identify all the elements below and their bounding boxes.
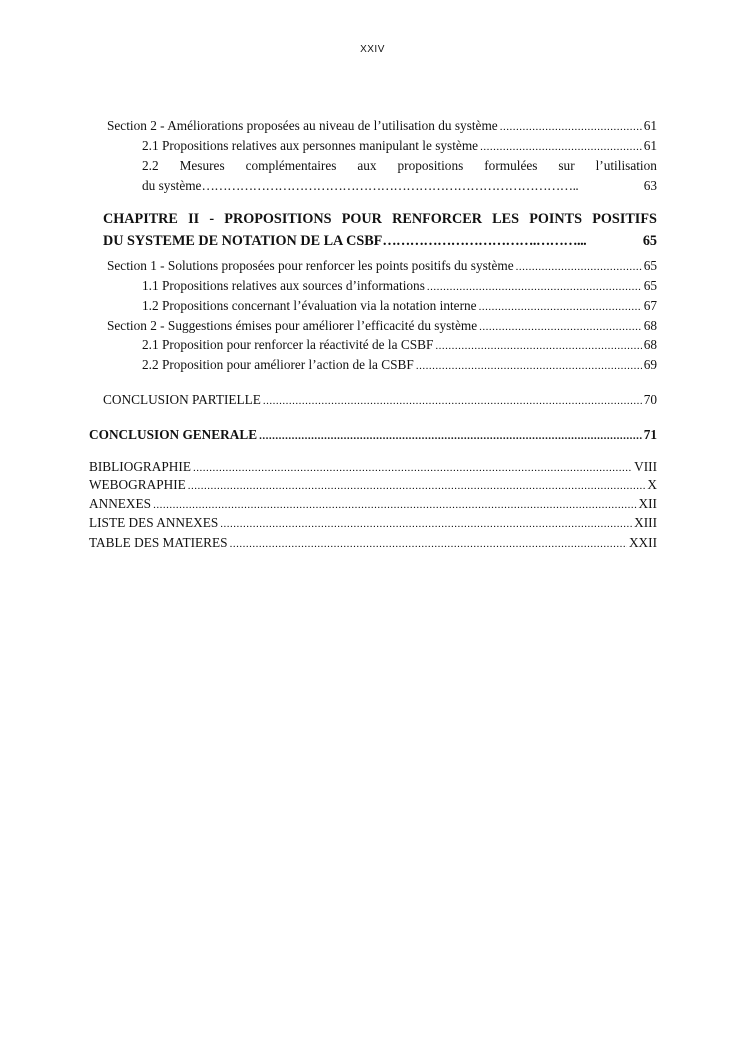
- dot-leader: ……………………………………………………………………………..: [201, 178, 579, 193]
- toc-entry-1-1[interactable]: [142, 278, 657, 295]
- toc-entry-label: CONCLUSION GENERALE: [89, 427, 258, 442]
- toc-word: formulées: [484, 158, 538, 173]
- toc-webographie[interactable]: [89, 477, 657, 494]
- toc-entry-label: Section 2 - Suggestions émises pour améliorer l’efficacité du système: [107, 318, 478, 333]
- dot-leader: [230, 536, 627, 552]
- toc-entry-label: Section 1 - Solutions proposées pour renforcer les points positifs du système: [107, 258, 514, 273]
- dot-leader: [500, 119, 642, 135]
- dot-leader: [435, 338, 641, 354]
- toc-word: PROPOSITIONS: [224, 211, 332, 227]
- dot-leader: [416, 358, 642, 374]
- toc-chapter-line: [103, 208, 657, 230]
- toc-entry-section-1[interactable]: [107, 258, 657, 275]
- toc-entry-label: CONCLUSION PARTIELLE: [103, 392, 261, 407]
- toc-word: -: [209, 211, 215, 227]
- toc-entry-page: 69: [643, 357, 657, 372]
- toc-entry-page: 65: [643, 278, 657, 293]
- dot-leader: [516, 259, 642, 275]
- toc-conclusion-generale[interactable]: [89, 427, 657, 444]
- toc-entry-section-2[interactable]: [107, 118, 657, 135]
- toc-entry-label: du système: [142, 178, 202, 193]
- dot-leader: [479, 299, 642, 315]
- toc-entry-page: VIII: [634, 459, 657, 474]
- toc-word: POSITIFS: [592, 211, 657, 227]
- toc-word: 2.2: [142, 158, 159, 173]
- toc-chapter-label: DU SYSTEME DE NOTATION DE LA CSBF: [103, 233, 383, 249]
- toc-entry-label: WEBOGRAPHIE: [89, 477, 186, 492]
- toc-entry-label: 2.2 Proposition pour améliorer l’action de la CSBF: [142, 357, 414, 372]
- toc-entry-page: 67: [643, 298, 657, 313]
- dot-leader: [259, 428, 642, 444]
- toc-annexes[interactable]: [89, 496, 657, 513]
- toc-word: CHAPITRE: [103, 211, 178, 227]
- toc-entry-1-2[interactable]: [142, 298, 657, 315]
- toc-entry-page: 61: [643, 118, 657, 133]
- toc-table-des-matieres[interactable]: [89, 535, 657, 552]
- page-number: XXIV: [360, 44, 385, 55]
- toc-entry-label: ANNEXES: [89, 496, 152, 511]
- toc-entry-2-1b[interactable]: [142, 337, 657, 354]
- toc-word: complémentaires: [245, 158, 337, 173]
- toc-word: POUR: [341, 211, 382, 227]
- toc-entry-label: Section 2 - Améliorations proposées au niveau de l’utilisation du système: [107, 118, 498, 133]
- toc-entry-label: 2.1 Propositions relatives aux personnes manipulant le système: [142, 138, 479, 153]
- toc-entry-page: 65: [643, 258, 657, 273]
- dot-leader: [153, 497, 636, 513]
- dot-leader: [188, 478, 646, 494]
- toc-word: RENFORCER: [392, 211, 482, 227]
- toc-entry-page: 68: [643, 337, 657, 352]
- toc-entry-label: BIBLIOGRAPHIE: [89, 459, 191, 474]
- toc-entry-2-2b[interactable]: [142, 357, 657, 374]
- toc-liste-des-annexes[interactable]: [89, 515, 657, 532]
- toc-word: sur: [558, 158, 575, 173]
- toc-entry-2-2[interactable]: [142, 156, 657, 196]
- toc-word: LES: [492, 211, 519, 227]
- dot-leader: [263, 393, 642, 409]
- toc-bibliographie[interactable]: [89, 459, 657, 476]
- toc-entry-section-2b[interactable]: [107, 318, 657, 335]
- toc-entry-page: 61: [643, 138, 657, 153]
- dot-leader: [220, 516, 632, 532]
- toc-entry-page: XXII: [628, 535, 657, 550]
- toc-chapter-2[interactable]: [103, 208, 657, 252]
- toc-entry-line: [142, 156, 657, 176]
- dot-leader: [193, 460, 632, 476]
- toc-entry-page: X: [647, 477, 657, 492]
- toc-entry-label: 2.1 Proposition pour renforcer la réactivité de la CSBF: [142, 337, 434, 352]
- toc-word: propositions: [397, 158, 464, 173]
- toc-entry-label: LISTE DES ANNEXES: [89, 515, 219, 530]
- toc-entry-label: 1.2 Propositions concernant l’évaluation via la notation interne: [142, 298, 477, 313]
- toc-entry-page: 70: [643, 392, 657, 407]
- toc-entry-page: XIII: [634, 515, 657, 530]
- dot-leader: …………………………….………...: [382, 233, 587, 249]
- dot-leader: [427, 279, 642, 295]
- toc-entry-line: [142, 176, 657, 196]
- toc-entry-page: 68: [643, 318, 657, 333]
- toc-word: POINTS: [529, 211, 583, 227]
- toc-word: l’utilisation: [595, 158, 657, 173]
- dot-leader: [480, 139, 642, 155]
- toc-entry-page: 63: [643, 178, 657, 193]
- toc-conclusion-partielle[interactable]: [103, 392, 657, 409]
- toc-chapter-page: 65: [642, 233, 657, 249]
- toc-entry-label: TABLE DES MATIERES: [89, 535, 228, 550]
- toc-word: Mesures: [179, 158, 225, 173]
- toc-word: II: [188, 211, 200, 227]
- toc-word: aux: [357, 158, 377, 173]
- toc-entry-label: 1.1 Propositions relatives aux sources d’informations: [142, 278, 425, 293]
- toc-entry-page: XII: [638, 496, 657, 511]
- toc-chapter-line: [103, 230, 657, 252]
- dot-leader: [479, 319, 642, 335]
- toc-entry-2-1[interactable]: [142, 138, 657, 155]
- toc-entry-page: 71: [643, 427, 657, 442]
